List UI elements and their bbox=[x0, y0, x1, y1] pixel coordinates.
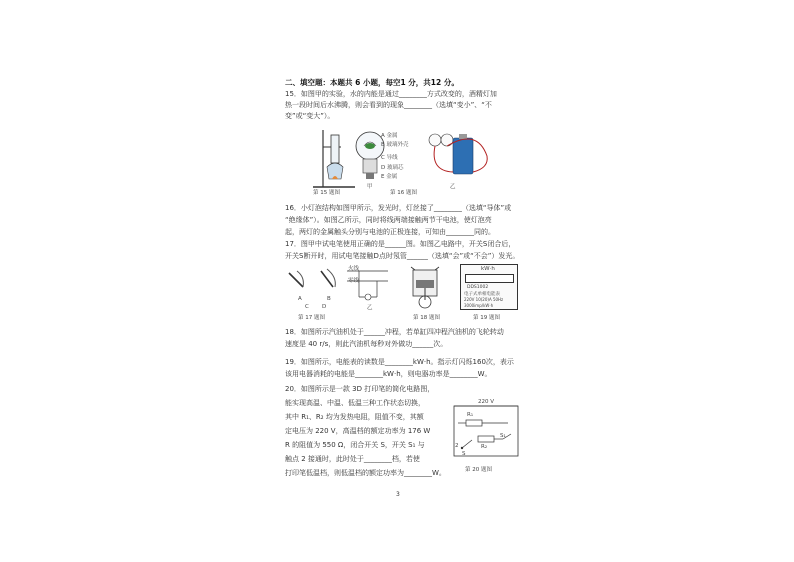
meter-rating: 220V 10(20)A 50Hz bbox=[464, 297, 504, 302]
figure-20-contact-2: 2 bbox=[455, 443, 459, 449]
wire-label-neutral: 零线 bbox=[348, 278, 360, 284]
q20-line6: 触点 2 接通时，此时处于________档，若使 bbox=[285, 455, 420, 463]
q19-line1: 19．如图所示，电能表的读数是________kW·h。指示灯闪烁160次，表示 bbox=[285, 358, 514, 366]
figure-20-s: S bbox=[462, 451, 466, 457]
figure-20-s1: S₁ bbox=[500, 433, 506, 439]
figure-20-voltage: 220 V bbox=[478, 399, 495, 405]
meter-type: 电子式单相电能表 bbox=[464, 292, 500, 297]
q18-line1: 18．如图所示汽油机处于______冲程，若单缸四冲程汽油机的飞轮转动 bbox=[285, 328, 504, 336]
q15-line3: 变”或“变大”）。 bbox=[285, 112, 335, 120]
figure-20-caption: 第 20 题图 bbox=[465, 467, 492, 473]
figure-17-label-d: D bbox=[322, 304, 327, 310]
figure-17-test-pen bbox=[285, 265, 345, 305]
figure-17-caption: 第 17 题图 bbox=[298, 315, 325, 321]
q17-line1: 17．图甲中试电笔使用正确的是______图。如图乙电路中，开关S闭合后， bbox=[285, 240, 516, 248]
q17-line2: 开关S断开时，用试电笔接触D点时氖管______（选填“会”或“不会”）发光。 bbox=[285, 252, 520, 260]
figure-18-engine bbox=[405, 266, 445, 311]
figure-16-caption: 第 16 题图 bbox=[390, 190, 417, 196]
bulb-label-c: C 导线 bbox=[381, 155, 398, 161]
page-number: 3 bbox=[396, 491, 400, 498]
q20-line1: 20．如图所示是一款 3D 打印笔的简化电路图， bbox=[285, 385, 435, 393]
figure-17-label-a: A bbox=[298, 296, 302, 302]
bulb-label-b: B 玻璃外壳 bbox=[381, 142, 409, 148]
figure-18-caption: 第 18 题图 bbox=[413, 315, 440, 321]
figure-20-circuit bbox=[448, 400, 523, 462]
bulb-label-e: E 金属 bbox=[381, 174, 398, 180]
q16-line1: 16．小灯泡结构如图甲所示，发光时，灯丝接了________（选填“导体”或 bbox=[285, 204, 512, 212]
figure-16-battery-diagram bbox=[425, 130, 495, 180]
figure-17-sublabel-yi: 乙 bbox=[367, 305, 373, 311]
figure-16-sublabel-jia: 甲 bbox=[367, 184, 373, 190]
meter-constant: 3000imp/kW·h bbox=[464, 303, 494, 308]
meter-model: DDS1002 bbox=[467, 285, 489, 290]
q20-line5: R 的阻值为 550 Ω，闭合开关 S，开关 S₁ 与 bbox=[285, 441, 425, 449]
figure-17-label-b: B bbox=[327, 296, 331, 302]
q18-line2: 速度是 40 r/s，则此汽油机每秒对外做功______次。 bbox=[285, 340, 448, 348]
q16-line2: “绝缘体”）。如图乙所示，同时将线两端接触两节干电池，使灯泡亮 bbox=[285, 216, 492, 224]
bulb-label-d: D 玻璃芯 bbox=[381, 165, 404, 171]
wire-label-live: 火线 bbox=[348, 266, 360, 272]
q20-line3: 其中 R₁、R₂ 均为发热电阻，阻值不变，其额 bbox=[285, 413, 424, 421]
bulb-label-a: A 金属 bbox=[381, 133, 398, 139]
q16-line3: 起，两灯的金属触头分别与电池的正极连接，可知由________同的。 bbox=[285, 228, 495, 236]
figure-19-electric-meter bbox=[460, 264, 518, 310]
meter-digit-window bbox=[465, 274, 514, 283]
q20-line2: 能实现高温、中温、低温三种工作状态切换， bbox=[285, 399, 425, 407]
q15-line2: 热一段时间后水沸腾，则会看到的现象________（选填“变小”、“不 bbox=[285, 101, 492, 109]
figure-16-sublabel-yi: 乙 bbox=[450, 184, 456, 190]
q19-line2: 该用电器消耗的电能是________kW·h，则电器功率是________W。 bbox=[285, 370, 492, 378]
figure-15-caption: 第 15 题图 bbox=[313, 190, 340, 196]
figure-17-label-c: C bbox=[305, 304, 309, 310]
figure-19-caption: 第 19 题图 bbox=[473, 315, 500, 321]
section-heading: 二、填空题：本题共 6 小题，每空1 分，共12 分。 bbox=[285, 78, 459, 87]
figure-20-r2: R₂ bbox=[481, 444, 488, 450]
meter-unit: kW·h bbox=[481, 266, 495, 272]
q20-line4: 定电压为 220 V，高温档的额定功率为 176 W bbox=[285, 427, 431, 435]
q20-line7: 打印笔低温档，则低温档的额定功率为________W。 bbox=[285, 469, 446, 477]
figure-20-r1: R₁ bbox=[467, 412, 474, 418]
q15-line1: 15．如图甲的实验，水的内能是通过________方式改变的，酒精灯加 bbox=[285, 90, 497, 98]
